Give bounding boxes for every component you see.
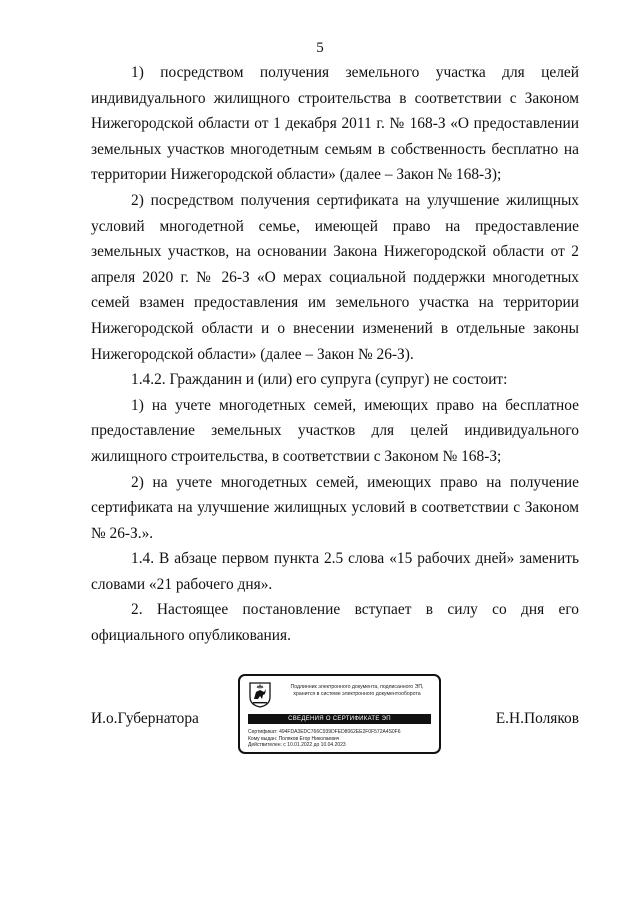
paragraph: 1) посредством получения земельного участка для целей индивидуального жилищного строительства в соответствии с Законом Нижегородской области от 1 декабря 2011 г. № 168-З «О предоставлении земельных участков многодетным семьям в собственность бесплатно на территории Нижегородской области» (далее – Закон № 168-З); — [91, 64, 579, 184]
paragraph: 2) посредством получения сертификата на улучшение жилищных условий многодетной семье, имеющей право на предоставление земельных участков, на основании Закона Нижегородской области от 2 апреля 2020 г. № 26-З «О мерах социальной поддержки многодетных семей взамен предоставления им земельного участка на территории Нижегородской области и о внесении изменений в отдельные законы Нижегородской области» (далее – Закон № 26-З). — [91, 191, 579, 363]
stamp-details — [248, 729, 436, 749]
stamp-note-line: хранится в системе электронного документооборота — [293, 691, 421, 697]
page-number: 5 — [316, 40, 324, 56]
stamp-header: СВЕДЕНИЯ О СЕРТИФИКАТЕ ЭП — [248, 714, 431, 724]
certificate-stamp — [238, 674, 441, 754]
certificate-owner: Кому выдан: Поляков Егор Николаевич — [248, 735, 340, 742]
paragraph: 1.4.2. Гражданин и (или) его супруга (супруг) не состоит: — [131, 371, 508, 389]
signer-name: Е.Н.Поляков — [495, 710, 579, 727]
paragraph: 1) на учете многодетных семей, имеющих право на бесплатное предоставление земельных участков для целей индивидуального жилищного строительства, в соответствии с Законом № 168-З; — [91, 396, 579, 465]
paragraph: 2. Настоящее постановление вступает в силу со дня его официального опубликования. — [91, 601, 579, 645]
certificate-number: Сертификат: 494FDA3EDC766C939DFED8062EE2F0F572A4S0F6 — [248, 729, 401, 735]
paragraph: 2) на учете многодетных семей, имеющих право на получение сертификата на улучшение жилищных условий в соответствии с Законом № 26-З.». — [91, 473, 579, 542]
document-body — [91, 60, 579, 649]
signer-title: И.о.Губернатора — [91, 710, 199, 727]
coat-of-arms-icon — [249, 682, 271, 708]
certificate-validity: Действителен: с 10.01.2022 до 10.04.2023 — [248, 742, 346, 749]
paragraph: 1.4. В абзаце первом пункта 2.5 слова «15 рабочих дней» заменить словами «21 рабочего дня». — [91, 550, 579, 593]
stamp-note — [278, 684, 436, 698]
stamp-note-line: Подлинник электронного документа, подписанного ЭП, — [290, 684, 424, 690]
